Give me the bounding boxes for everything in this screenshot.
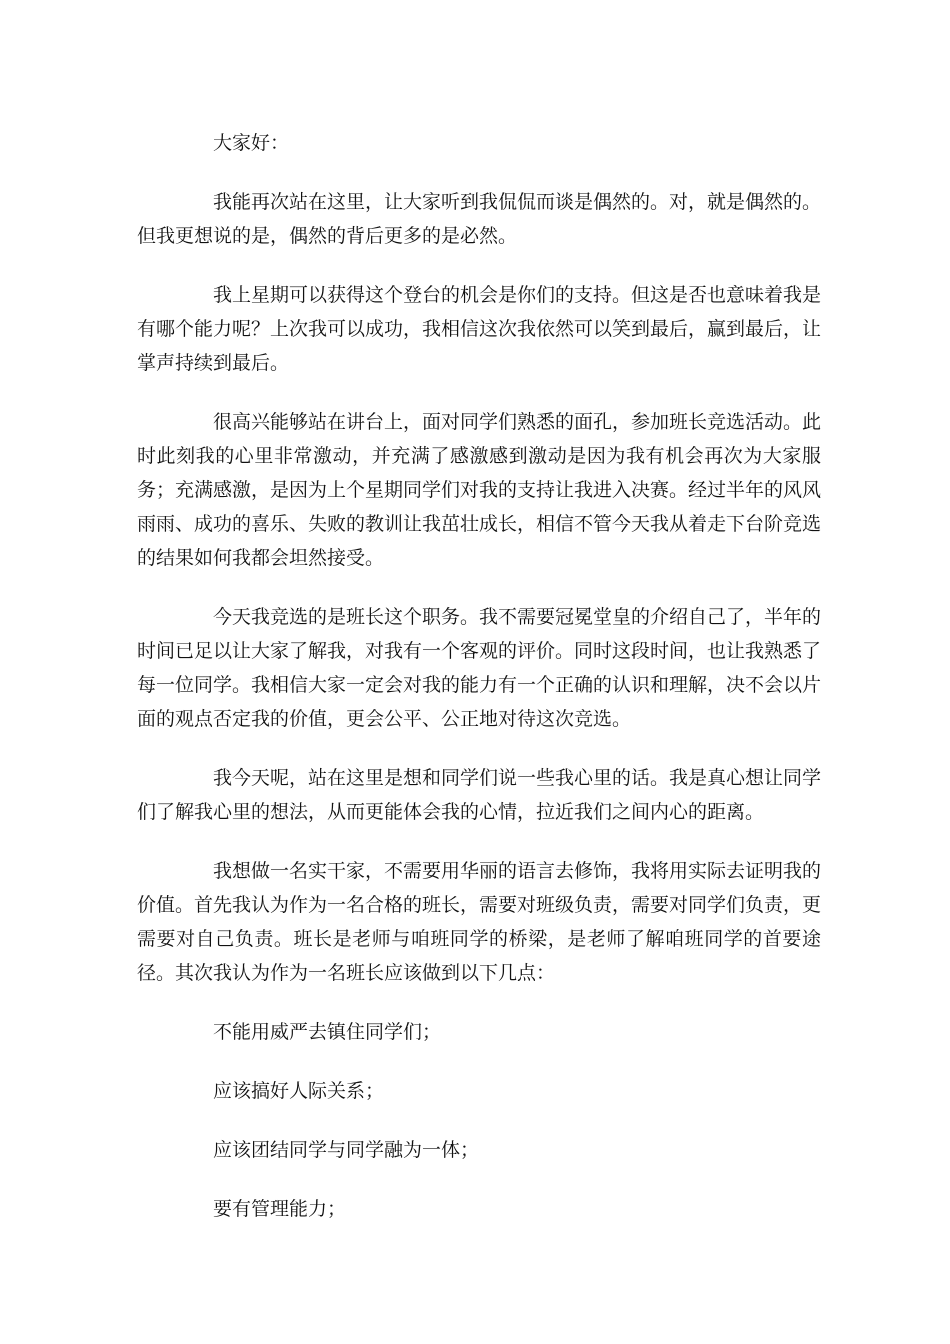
- list-item-3: 应该团结同学与同学融为一体；: [213, 1139, 480, 1161]
- list-item-1: 不能用威严去镇住同学们；: [213, 1021, 442, 1043]
- paragraph-6: 我想做一名实干家，不需要用华丽的语言去修饰，我将用实际去证明我的价值。首先我认为作为一名合格的班长，需要对班级负责，需要对同学们负责，更需要对自己负责。班长是老师与咱班同学的桥梁，是老师了解咱班同学的首要途径。其次我认为作为一名班长应该做到以下几点：: [137, 860, 822, 984]
- paragraph-4: 今天我竞选的是班长这个职务。我不需要冠冕堂皇的介绍自己了，半年的时间已足以让大家了解我，对我有一个客观的评价。同时这段时间，也让我熟悉了每一位同学。我相信大家一定会对我的能力有一个正确的认识和理解，决不会以片面的观点否定我的价值，更会公平、公正地对待这次竞选。: [137, 606, 822, 730]
- greeting: 大家好：: [213, 132, 290, 154]
- paragraph-2: 我上星期可以获得这个登台的机会是你们的支持。但这是否也意味着我是有哪个能力呢？上次我可以成功，我相信这次我依然可以笑到最后，赢到最后，让掌声持续到最后。: [137, 284, 822, 374]
- list-item-4: 要有管理能力；: [213, 1198, 347, 1220]
- list-item-2: 应该搞好人际关系；: [213, 1080, 385, 1102]
- paragraph-5: 我今天呢，站在这里是想和同学们说一些我心里的话。我是真心想让同学们了解我心里的想法，从而更能体会我的心情，拉近我们之间内心的距离。: [137, 767, 822, 823]
- paragraph-3: 很高兴能够站在讲台上，面对同学们熟悉的面孔，参加班长竞选活动。此时此刻我的心里非常激动，并充满了感激感到激动是因为我有机会再次为大家服务；充满感激，是因为上个星期同学们对我的支持让我进入决赛。经过半年的风风雨雨、成功的喜乐、失败的教训让我茁壮成长，相信不管今天我从着走下台阶竞选的结果如何我都会坦然接受。: [137, 411, 822, 569]
- document-page: [137, 126, 821, 1251]
- paragraph-1: 我能再次站在这里，让大家听到我侃侃而谈是偶然的。对，就是偶然的。但我更想说的是，偶然的背后更多的是必然。: [137, 191, 822, 247]
